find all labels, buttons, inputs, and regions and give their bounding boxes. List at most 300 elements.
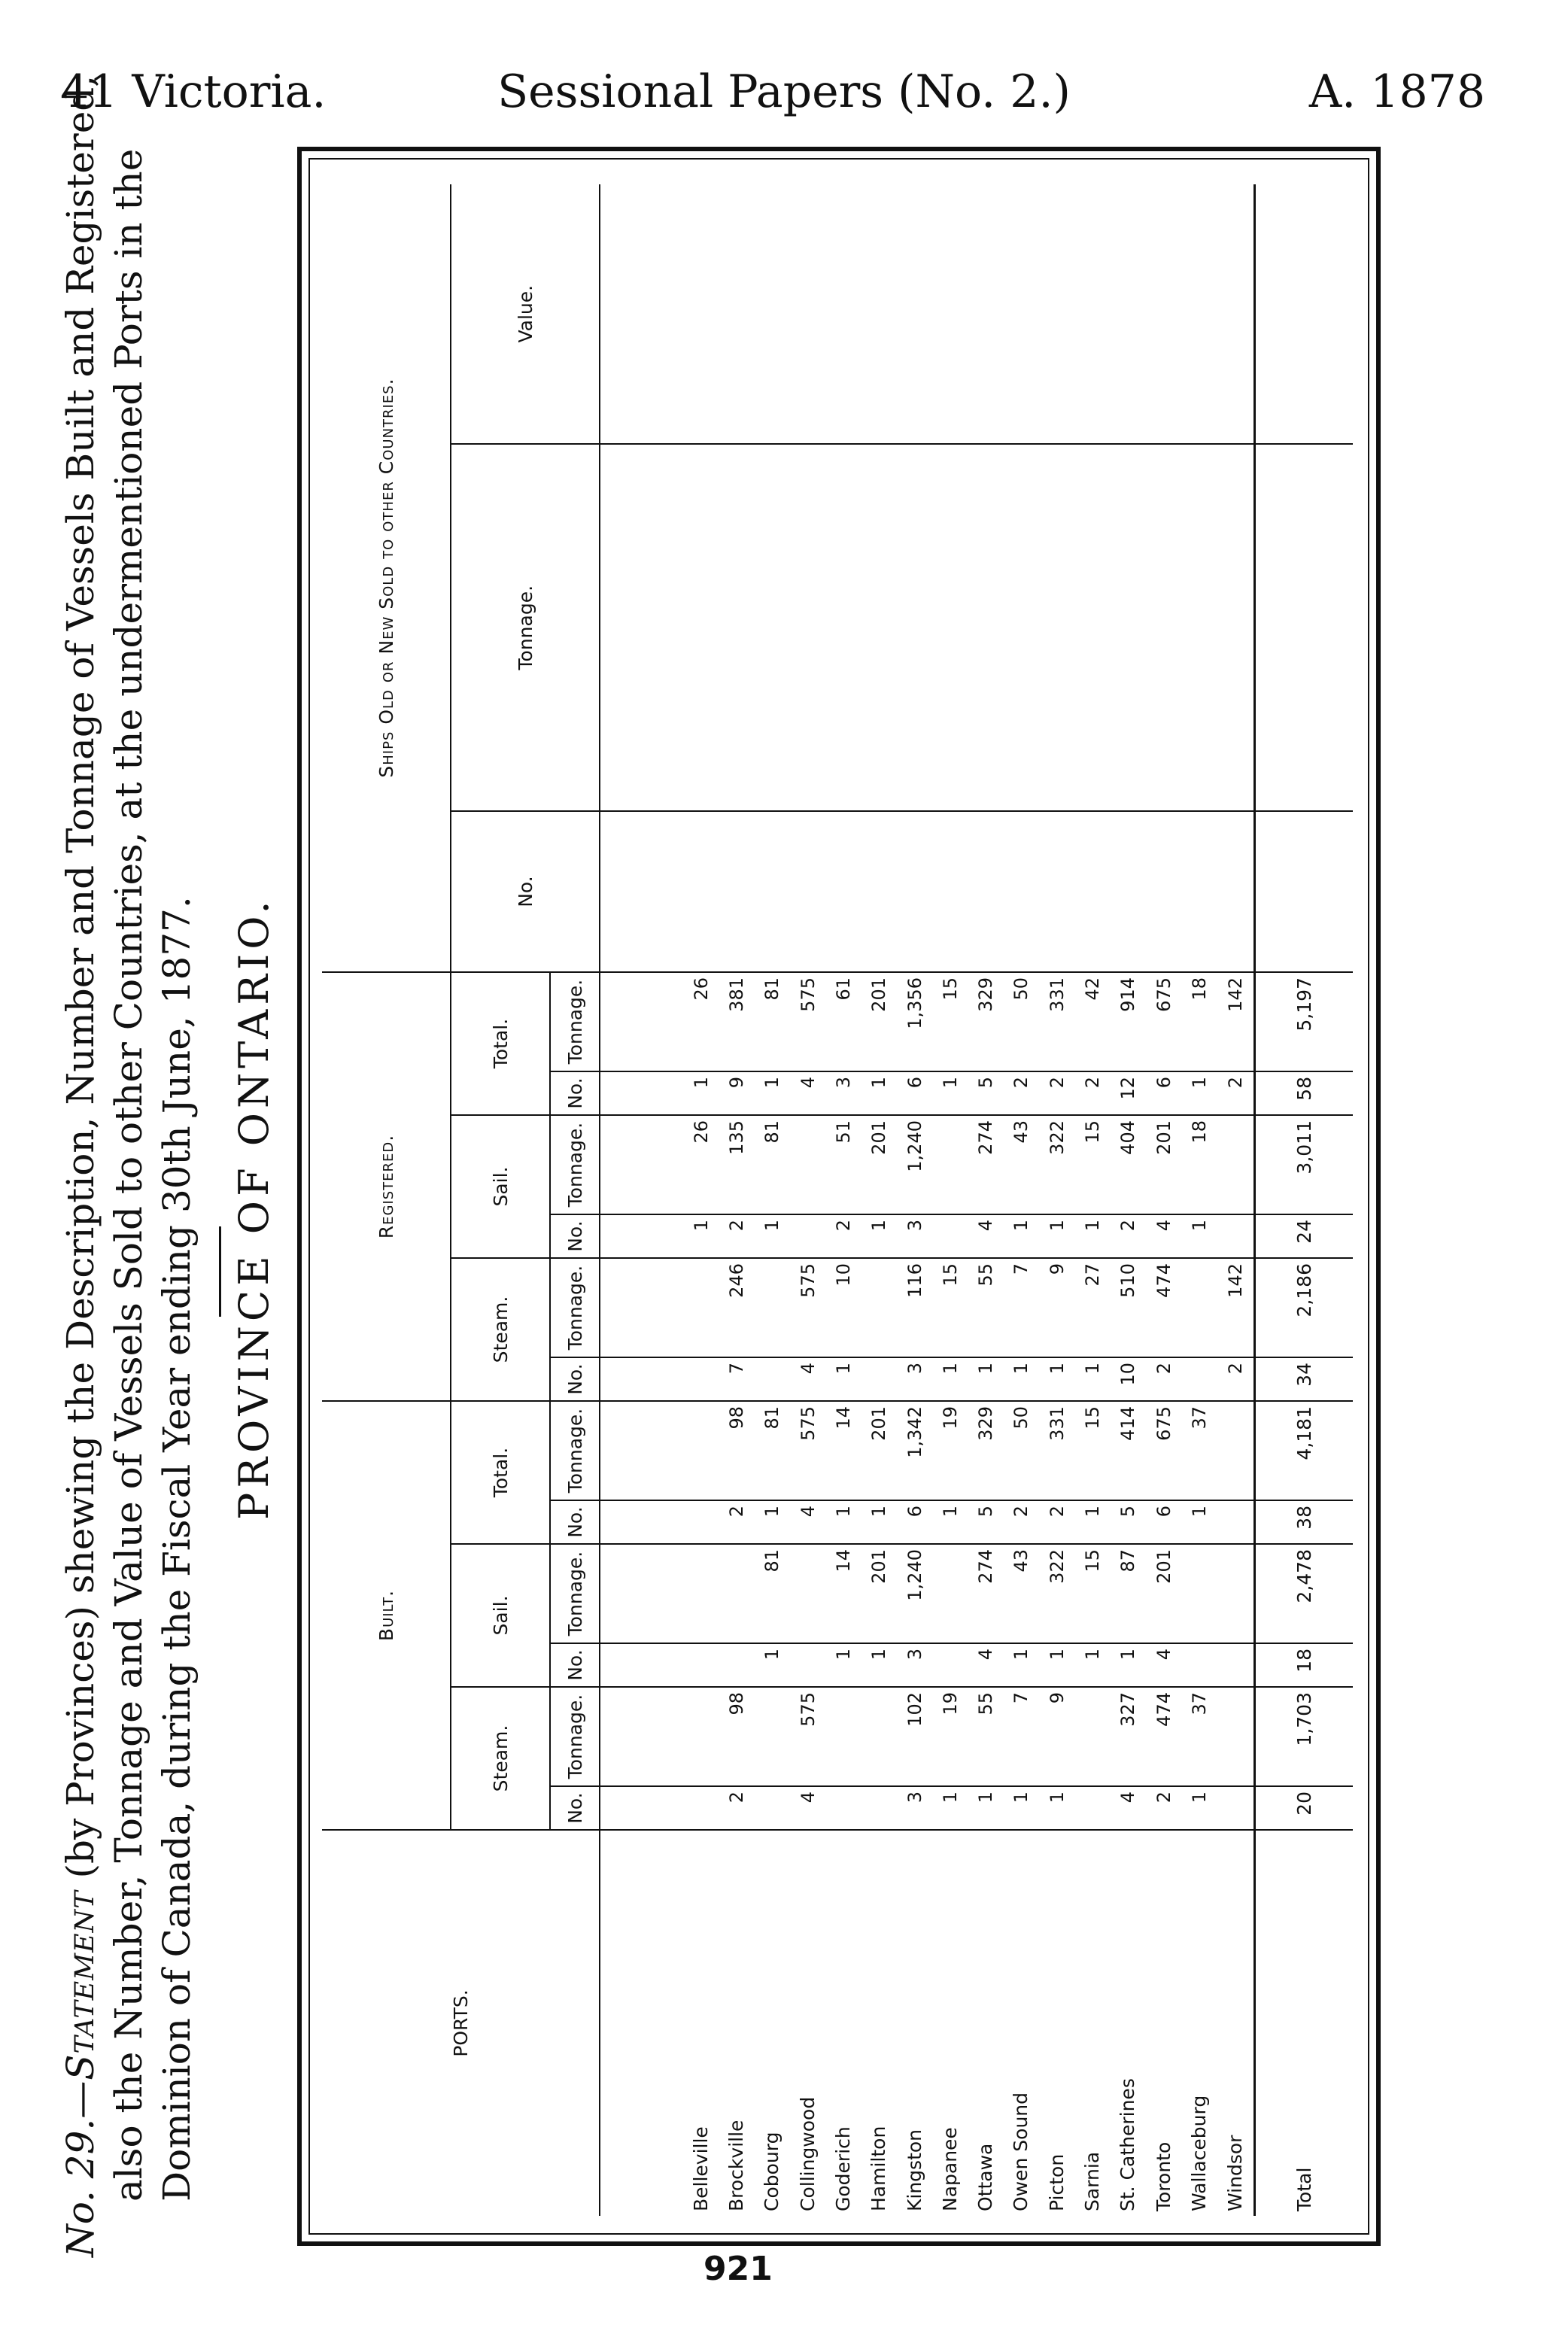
cell-r-sa-t: 201: [861, 1115, 897, 1214]
cell-r-st-t: 9: [1039, 1258, 1074, 1357]
table-row: [968, 184, 1004, 2216]
cell-r-sa-no: 2: [825, 1214, 861, 1258]
cell-b-to-t: 81: [755, 1401, 790, 1500]
cell-b-to-no: 1: [755, 1500, 790, 1544]
sold-cell: [1217, 811, 1255, 972]
sold-total-cell: [1255, 444, 1353, 811]
cell-b-st-t: 37: [1181, 1687, 1217, 1786]
sold-cell: [1111, 444, 1146, 811]
total-b-to-t: 4,181: [1255, 1401, 1353, 1500]
cell-r-sa-t: 274: [968, 1115, 1004, 1214]
header-year: A. 1878: [1308, 65, 1485, 118]
cell-r-to-no: 2: [1039, 1071, 1074, 1115]
cell-r-sa-t: 135: [719, 1115, 754, 1214]
sold-cell: [1146, 444, 1181, 811]
cell-b-to-no: 2: [719, 1500, 754, 1544]
sold-total-cell: [1255, 184, 1353, 444]
cell-b-sa-no: 4: [968, 1643, 1004, 1687]
statistics-table: [322, 184, 1353, 2216]
cell-b-st-t: [1074, 1687, 1110, 1786]
total-b-st-t: 1,703: [1255, 1687, 1353, 1786]
total-b-st-no: 20: [1255, 1786, 1353, 1830]
table-row: [1111, 184, 1146, 2216]
cell-r-st-no: 3: [897, 1357, 932, 1401]
cell-r-st-no: 10: [1111, 1357, 1146, 1401]
table-row: [861, 184, 897, 2216]
cell-r-to-t: 914: [1111, 972, 1146, 1071]
cell-b-sa-t: 1,240: [897, 1544, 932, 1643]
total-r-to-no: 58: [1255, 1071, 1353, 1115]
cell-b-sa-t: [932, 1544, 968, 1643]
cell-r-st-t: 10: [825, 1258, 861, 1357]
cell-r-sa-no: [1217, 1214, 1255, 1258]
port-name: Collingwood: [796, 2096, 819, 2211]
port-name: Cobourg: [761, 2132, 783, 2211]
port-name: Hamilton: [868, 2126, 890, 2211]
cell-b-sa-no: 1: [861, 1643, 897, 1687]
cell-r-sa-t: 201: [1146, 1115, 1181, 1214]
cell-r-st-t: [1181, 1258, 1217, 1357]
cell-r-st-no: [755, 1357, 790, 1401]
total-r-sa-t: 3,011: [1255, 1115, 1353, 1214]
sold-cell: [1074, 184, 1110, 444]
cell-r-sa-no: 4: [1146, 1214, 1181, 1258]
table-row: [755, 184, 790, 2216]
table-row: [683, 184, 719, 2216]
sold-cell: [790, 444, 825, 811]
cell-r-sa-no: 1: [861, 1214, 897, 1258]
cell-r-st-t: 27: [1074, 1258, 1110, 1357]
total-b-sa-no: 18: [1255, 1643, 1353, 1687]
sold-cell: [1146, 811, 1181, 972]
cell-b-to-no: [683, 1500, 719, 1544]
cell-b-sa-no: 1: [755, 1643, 790, 1687]
tonnage-header: Tonnage.: [550, 1401, 600, 1500]
cell-r-to-t: 329: [968, 972, 1004, 1071]
table-row: [825, 184, 861, 2216]
tonnage-header: Tonnage.: [550, 1115, 600, 1214]
cell-r-to-t: 61: [825, 972, 861, 1071]
sold-cell: [719, 184, 754, 444]
cell-r-sa-t: 26: [683, 1115, 719, 1214]
sold-cell: [1074, 811, 1110, 972]
cell-r-sa-t: [932, 1115, 968, 1214]
cell-r-to-t: 42: [1074, 972, 1110, 1071]
cell-b-st-t: [1217, 1687, 1255, 1786]
sold-cell: [897, 444, 932, 811]
cell-b-st-t: 102: [897, 1687, 932, 1786]
cell-r-st-no: 1: [1004, 1357, 1039, 1401]
sold-cell: [755, 811, 790, 972]
sold-cell: [968, 811, 1004, 972]
cell-r-st-no: 2: [1146, 1357, 1181, 1401]
sold-cell: [861, 184, 897, 444]
title-line-1: (by Provinces) shewing the Description, Number and Tonnage of Vessels Built and Registered,: [59, 74, 102, 1891]
sold-cell: [719, 444, 754, 811]
cell-r-st-t: 142: [1217, 1258, 1255, 1357]
cell-r-st-t: 7: [1004, 1258, 1039, 1357]
cell-r-to-t: 381: [719, 972, 754, 1071]
sold-cell: [861, 811, 897, 972]
built-total-header: Total.: [451, 1401, 550, 1544]
sold-cell: [683, 184, 719, 444]
no-header: No.: [550, 1786, 600, 1830]
cell-r-st-no: 1: [932, 1357, 968, 1401]
cell-b-st-no: 2: [1146, 1786, 1181, 1830]
cell-b-sa-no: [790, 1643, 825, 1687]
port-name: Toronto: [1152, 2141, 1174, 2211]
tonnage-header: Tonnage.: [550, 1687, 600, 1786]
cell-b-to-t: 675: [1146, 1401, 1181, 1500]
cell-b-st-t: 474: [1146, 1687, 1181, 1786]
cell-b-to-t: 14: [825, 1401, 861, 1500]
cell-b-to-t: 414: [1111, 1401, 1146, 1500]
sold-cell: [825, 444, 861, 811]
port-name: Brockville: [725, 2120, 747, 2211]
cell-r-st-no: [861, 1357, 897, 1401]
cell-r-sa-t: 1,240: [897, 1115, 932, 1214]
cell-r-sa-no: 1: [1074, 1214, 1110, 1258]
title-rule: [219, 1226, 221, 1317]
cell-r-st-t: 55: [968, 1258, 1004, 1357]
cell-b-to-no: 6: [897, 1500, 932, 1544]
port-name: Ottawa: [974, 2143, 997, 2211]
cell-r-st-t: 246: [719, 1258, 754, 1357]
cell-b-st-no: [825, 1786, 861, 1830]
cell-r-to-t: 201: [861, 972, 897, 1071]
port-name: Goderich: [831, 2126, 854, 2211]
cell-b-to-no: 1: [1074, 1500, 1110, 1544]
sold-cell: [932, 444, 968, 811]
sold-cell: [932, 184, 968, 444]
cell-r-to-no: 1: [755, 1071, 790, 1115]
sold-cell: [683, 811, 719, 972]
sold-cell: [1146, 184, 1181, 444]
port-name: Picton: [1045, 2153, 1068, 2211]
cell-b-to-t: 19: [932, 1401, 968, 1500]
cell-r-to-t: 18: [1181, 972, 1217, 1071]
cell-b-st-t: [755, 1687, 790, 1786]
cell-b-to-t: [683, 1401, 719, 1500]
cell-b-sa-t: 87: [1111, 1544, 1146, 1643]
cell-b-sa-t: 15: [1074, 1544, 1110, 1643]
table-row: [1039, 184, 1074, 2216]
cell-r-sa-no: 1: [1039, 1214, 1074, 1258]
sold-cell: [1181, 184, 1217, 444]
sold-cell: [825, 811, 861, 972]
cell-b-sa-no: 3: [897, 1643, 932, 1687]
cell-b-sa-no: 1: [825, 1643, 861, 1687]
table-row: [1217, 184, 1255, 2216]
cell-r-to-no: 3: [825, 1071, 861, 1115]
cell-b-sa-t: 322: [1039, 1544, 1074, 1643]
cell-r-st-t: [683, 1258, 719, 1357]
cell-r-st-no: 1: [968, 1357, 1004, 1401]
cell-r-to-no: 2: [1217, 1071, 1255, 1115]
cell-r-to-t: 50: [1004, 972, 1039, 1071]
cell-b-st-t: 575: [790, 1687, 825, 1786]
cell-r-to-t: 575: [790, 972, 825, 1071]
cell-b-st-t: 98: [719, 1687, 754, 1786]
cell-r-st-t: 510: [1111, 1258, 1146, 1357]
cell-r-to-t: 1,356: [897, 972, 932, 1071]
sold-cell: [1004, 184, 1039, 444]
total-b-sa-t: 2,478: [1255, 1544, 1353, 1643]
table-row: [932, 184, 968, 2216]
cell-b-sa-no: 4: [1146, 1643, 1181, 1687]
sold-value-header: Value.: [451, 184, 600, 444]
no-header: No.: [550, 1357, 600, 1401]
port-name: Windsor: [1223, 2135, 1246, 2211]
cell-r-sa-no: 4: [968, 1214, 1004, 1258]
cell-b-to-t: 329: [968, 1401, 1004, 1500]
sold-tonnage-header: Tonnage.: [451, 444, 600, 811]
cell-b-to-no: 4: [790, 1500, 825, 1544]
sold-cell: [897, 811, 932, 972]
cell-b-to-t: 37: [1181, 1401, 1217, 1500]
cell-r-to-no: 6: [897, 1071, 932, 1115]
cell-b-sa-no: 1: [1039, 1643, 1074, 1687]
cell-r-sa-no: 1: [1181, 1214, 1217, 1258]
table-row: [1181, 184, 1217, 2216]
cell-b-sa-t: 81: [755, 1544, 790, 1643]
cell-r-st-t: [861, 1258, 897, 1357]
cell-r-to-t: 26: [683, 972, 719, 1071]
cell-b-to-t: 331: [1039, 1401, 1074, 1500]
table-row: [719, 184, 754, 2216]
province-heading: PROVINCE OF ONTARIO.: [230, 896, 278, 1520]
statistics-table-container: [322, 184, 1353, 2216]
cell-r-sa-t: 43: [1004, 1115, 1039, 1214]
cell-r-to-t: 15: [932, 972, 968, 1071]
cell-r-st-t: 474: [1146, 1258, 1181, 1357]
cell-r-st-no: [683, 1357, 719, 1401]
sold-cell: [1004, 444, 1039, 811]
cell-r-sa-no: [932, 1214, 968, 1258]
cell-r-st-no: 1: [1039, 1357, 1074, 1401]
cell-r-st-no: 7: [719, 1357, 754, 1401]
sold-cell: [897, 184, 932, 444]
cell-b-st-t: [861, 1687, 897, 1786]
cell-b-to-t: 201: [861, 1401, 897, 1500]
sold-cell: [1039, 811, 1074, 972]
sold-cell: [1074, 444, 1110, 811]
cell-r-to-no: 4: [790, 1071, 825, 1115]
cell-b-sa-no: [932, 1643, 968, 1687]
cell-b-st-t: [683, 1687, 719, 1786]
cell-b-sa-no: [719, 1643, 754, 1687]
title-line-2: also the Number, Tonnage and Value of Vessels Sold to other Countries, at the undermentioned Ports in the: [107, 148, 150, 2202]
cell-b-st-no: 1: [932, 1786, 968, 1830]
cell-r-st-t: 15: [932, 1258, 968, 1357]
port-name: St. Catherines: [1117, 2078, 1139, 2211]
reg-steam-header: Steam.: [451, 1258, 550, 1401]
page-number: 921: [703, 2250, 773, 2288]
port-name: Owen Sound: [1010, 2092, 1032, 2211]
table-row: [1004, 184, 1039, 2216]
cell-b-sa-no: 1: [1111, 1643, 1146, 1687]
cell-b-to-no: 1: [932, 1500, 968, 1544]
sold-no-header: No.: [451, 811, 600, 972]
cell-b-sa-t: [719, 1544, 754, 1643]
sold-cell: [1039, 184, 1074, 444]
cell-b-st-no: [1217, 1786, 1255, 1830]
cell-b-sa-no: 1: [1004, 1643, 1039, 1687]
cell-r-sa-t: [790, 1115, 825, 1214]
header-session: 41 Victoria.: [60, 65, 327, 118]
cell-r-to-no: 2: [1074, 1071, 1110, 1115]
cell-r-sa-no: 1: [683, 1214, 719, 1258]
cell-r-to-no: 5: [968, 1071, 1004, 1115]
total-r-sa-no: 24: [1255, 1214, 1353, 1258]
cell-b-sa-t: [790, 1544, 825, 1643]
sold-cell: [861, 444, 897, 811]
cell-b-st-t: 7: [1004, 1687, 1039, 1786]
cell-r-sa-no: 2: [719, 1214, 754, 1258]
cell-r-to-t: 675: [1146, 972, 1181, 1071]
sold-header: Ships Old or New Sold to other Countries.: [322, 184, 451, 972]
sold-cell: [932, 811, 968, 972]
cell-r-sa-no: 2: [1111, 1214, 1146, 1258]
no-header: No.: [550, 1071, 600, 1115]
sold-cell: [1004, 811, 1039, 972]
total-b-to-no: 38: [1255, 1500, 1353, 1544]
no-header: No.: [550, 1643, 600, 1687]
tonnage-header: Tonnage.: [550, 1258, 600, 1357]
cell-r-to-no: 6: [1146, 1071, 1181, 1115]
cell-r-sa-t: 51: [825, 1115, 861, 1214]
port-name: Kingston: [903, 2129, 925, 2211]
sold-cell: [755, 184, 790, 444]
cell-r-sa-no: 1: [755, 1214, 790, 1258]
cell-r-sa-t: [1217, 1115, 1255, 1214]
reg-total-header: Total.: [451, 972, 550, 1115]
cell-b-st-no: 1: [968, 1786, 1004, 1830]
total-r-st-t: 2,186: [1255, 1258, 1353, 1357]
cell-b-sa-t: 274: [968, 1544, 1004, 1643]
cell-b-to-t: [1217, 1401, 1255, 1500]
cell-b-st-t: [825, 1687, 861, 1786]
cell-r-sa-t: 81: [755, 1115, 790, 1214]
cell-r-st-t: 116: [897, 1258, 932, 1357]
registered-header: Registered.: [322, 972, 451, 1401]
cell-b-st-no: [755, 1786, 790, 1830]
cell-r-st-no: 2: [1217, 1357, 1255, 1401]
cell-b-to-t: 575: [790, 1401, 825, 1500]
sold-cell: [1217, 444, 1255, 811]
sold-cell: [968, 184, 1004, 444]
cell-b-st-no: [861, 1786, 897, 1830]
ports-header: PORTS.: [322, 1830, 600, 2216]
sold-cell: [1111, 811, 1146, 972]
statement-number: No. 29.: [59, 2118, 102, 2257]
cell-b-sa-no: [683, 1643, 719, 1687]
cell-b-st-no: 1: [1181, 1786, 1217, 1830]
cell-r-sa-t: 15: [1074, 1115, 1110, 1214]
cell-b-to-no: 1: [1181, 1500, 1217, 1544]
built-header: Built.: [322, 1401, 451, 1830]
header-title: Sessional Papers (No. 2.): [497, 65, 1071, 118]
port-name: Belleville: [689, 2126, 712, 2211]
cell-b-to-t: 50: [1004, 1401, 1039, 1500]
cell-b-sa-no: [1181, 1643, 1217, 1687]
cell-b-sa-t: [1181, 1544, 1217, 1643]
cell-r-sa-t: 18: [1181, 1115, 1217, 1214]
sold-cell: [825, 184, 861, 444]
cell-b-st-no: 4: [790, 1786, 825, 1830]
cell-b-st-no: 1: [1039, 1786, 1074, 1830]
sold-cell: [683, 444, 719, 811]
cell-b-to-no: 6: [1146, 1500, 1181, 1544]
built-sail-header: Sail.: [451, 1544, 550, 1687]
cell-b-to-no: 2: [1039, 1500, 1074, 1544]
port-name: Sarnia: [1081, 2151, 1104, 2211]
cell-b-to-t: 98: [719, 1401, 754, 1500]
cell-r-to-no: 12: [1111, 1071, 1146, 1115]
cell-b-to-no: [1217, 1500, 1255, 1544]
cell-b-st-t: 55: [968, 1687, 1004, 1786]
no-header: No.: [550, 1500, 600, 1544]
cell-b-sa-t: 14: [825, 1544, 861, 1643]
cell-r-to-no: 9: [719, 1071, 754, 1115]
cell-b-st-t: 9: [1039, 1687, 1074, 1786]
table-row: [1146, 184, 1181, 2216]
tonnage-header: Tonnage.: [550, 972, 600, 1071]
table-body: [600, 184, 1353, 2216]
reg-sail-header: Sail.: [451, 1115, 550, 1258]
cell-b-st-no: 1: [1004, 1786, 1039, 1830]
cell-b-st-no: [683, 1786, 719, 1830]
sold-total-cell: [1255, 811, 1353, 972]
cell-r-st-t: [755, 1258, 790, 1357]
cell-r-st-t: 575: [790, 1258, 825, 1357]
cell-r-st-no: 1: [825, 1357, 861, 1401]
sold-cell: [968, 444, 1004, 811]
port-name: Wallaceburg: [1188, 2095, 1211, 2211]
cell-r-sa-t: 404: [1111, 1115, 1146, 1214]
sold-cell: [1111, 184, 1146, 444]
cell-b-to-no: 5: [968, 1500, 1004, 1544]
sold-cell: [1217, 184, 1255, 444]
cell-r-sa-no: [790, 1214, 825, 1258]
cell-b-to-no: 2: [1004, 1500, 1039, 1544]
cell-r-st-no: 1: [1074, 1357, 1110, 1401]
cell-b-sa-t: 43: [1004, 1544, 1039, 1643]
sold-cell: [719, 811, 754, 972]
table-row: [790, 184, 825, 2216]
cell-r-sa-no: 3: [897, 1214, 932, 1258]
cell-r-to-t: 81: [755, 972, 790, 1071]
table-row: [897, 184, 932, 2216]
cell-b-sa-t: [683, 1544, 719, 1643]
cell-b-sa-no: [1217, 1643, 1255, 1687]
sold-cell: [790, 811, 825, 972]
tonnage-header: Tonnage.: [550, 1544, 600, 1643]
cell-b-st-no: 3: [897, 1786, 932, 1830]
total-row: [1255, 184, 1353, 2216]
cell-r-to-no: 1: [861, 1071, 897, 1115]
total-r-to-t: 5,197: [1255, 972, 1353, 1071]
cell-r-to-no: 1: [1181, 1071, 1217, 1115]
cell-b-to-no: 5: [1111, 1500, 1146, 1544]
cell-r-st-no: 4: [790, 1357, 825, 1401]
cell-b-st-no: 2: [719, 1786, 754, 1830]
total-r-st-no: 34: [1255, 1357, 1353, 1401]
cell-b-to-no: 1: [861, 1500, 897, 1544]
cell-b-to-no: 1: [825, 1500, 861, 1544]
sold-cell: [1181, 444, 1217, 811]
cell-b-sa-t: [1217, 1544, 1255, 1643]
